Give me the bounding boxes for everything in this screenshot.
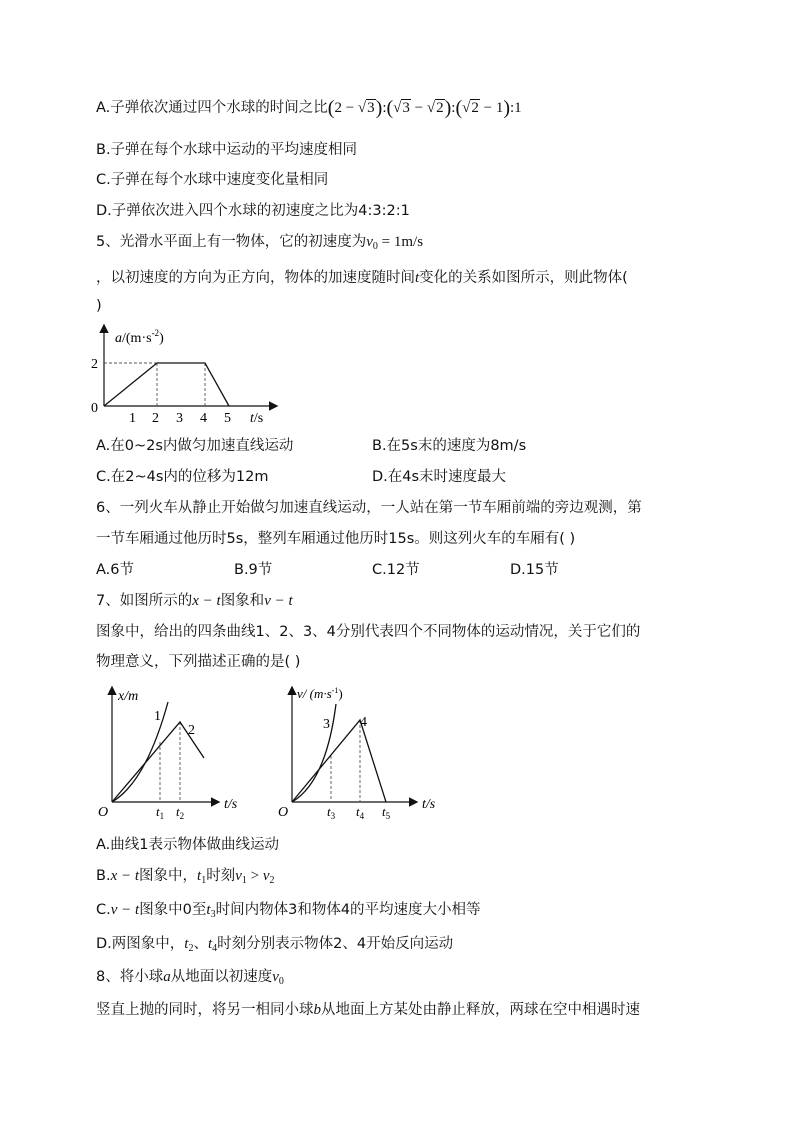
q7-d-prefix: D.两图象中，: [96, 936, 185, 952]
v0-symbol: v: [272, 969, 279, 985]
q5-stem-text: ，以初速度的方向为正方向，物体的加速度随时间: [96, 270, 415, 286]
v1-subscript: 1: [241, 875, 247, 886]
t4-subscript: 4: [212, 943, 218, 954]
t1-sub: 1: [159, 811, 165, 821]
t5-var: t: [382, 804, 386, 819]
xlabel-var: t: [250, 411, 254, 426]
t1-symbol: t: [197, 868, 202, 884]
q7-stem-line-1: [96, 591, 293, 611]
ylabel-unit: /(m·s: [122, 331, 152, 346]
q7-b-prefix: B.: [96, 868, 111, 884]
t3-subscript: 3: [210, 909, 216, 920]
x-tick-3: 3: [176, 411, 183, 426]
formula-minus: −: [410, 100, 427, 116]
q7-stem-text: 7、如图所示的: [96, 593, 193, 609]
x-tick-1: 1: [129, 411, 136, 426]
formula-radicand: 2: [436, 100, 444, 116]
q5-option-b: B.在5s末的速度为8m/s: [372, 438, 527, 454]
ylabel-a: v/ (m·s: [297, 686, 332, 701]
t2-subscript: 2: [188, 943, 194, 954]
v0-symbol: v: [366, 234, 373, 250]
q6-option-a: A.6节: [96, 562, 134, 578]
q6-option-d: D.15节: [510, 562, 559, 578]
x-tick-2: 2: [152, 411, 159, 426]
q6-option-b: B.9节: [234, 562, 273, 578]
separator: 、: [193, 936, 208, 952]
v2-symbol: v: [262, 868, 270, 884]
v0-subscript: 0: [372, 241, 378, 252]
q7-vt-graph: [276, 682, 456, 822]
x-tick-labels: [129, 411, 231, 426]
ylabel-close: ): [159, 331, 164, 346]
t3-symbol: t: [206, 902, 211, 918]
acceleration-curve: [104, 363, 229, 406]
ylabel-exp: -1: [331, 686, 339, 695]
t5-label: [382, 804, 391, 821]
q7-stem-line-3: 物理意义，下列描述正确的是( ): [96, 654, 301, 670]
t4-sub: 4: [359, 811, 365, 821]
q4-option-d: D.子弹依次进入四个水球的初速度之比为4:3:2:1: [96, 203, 410, 219]
y-axis-label: [297, 686, 343, 701]
y-axis-label: x/m: [118, 689, 139, 704]
x-axis-label: t/s: [224, 797, 238, 812]
t4-symbol: t: [207, 936, 213, 952]
x-tick-4: 4: [200, 411, 207, 426]
q5-stem-line-3: ): [96, 298, 102, 314]
q6-stem-line-2: 一节车厢通过他历时5s，整列车厢通过他历时15s。则这列火车的车厢有( ): [96, 531, 576, 547]
vt-symbol: v − t: [110, 902, 140, 918]
formula-radicand: 3: [402, 100, 410, 116]
ball-a-symbol: a: [163, 969, 171, 985]
v0-subscript: 0: [278, 976, 284, 987]
formula-radicand: 2: [471, 100, 479, 116]
t2-symbol: t: [184, 936, 189, 952]
q6-stem-line-1: 6、一列火车从静止开始做匀加速直线运动，一人站在第一节车厢前端的旁边观测，第: [96, 500, 642, 516]
t1-subscript: 1: [201, 875, 207, 886]
q7-c-prefix: C.: [96, 902, 111, 918]
q7-option-d: [96, 934, 453, 959]
t3-label: [327, 804, 336, 821]
q8-stem-line-1: [96, 967, 284, 992]
q8-stem-text: 8、将小球: [96, 969, 164, 985]
t2-sub: 2: [179, 811, 185, 821]
q4-option-c: C.子弹在每个水球中速度变化量相同: [96, 172, 329, 188]
q7-b-text: 时刻: [206, 868, 236, 884]
ylabel-exp: -2: [151, 328, 160, 338]
q7-stem-line-2: 图象中，给出的四条曲线1、2、3、4分别代表四个不同物体的运动情况，关于它们的: [96, 624, 641, 640]
t3-sub: 3: [330, 811, 336, 821]
q5-stem-line-2: [96, 268, 628, 288]
q8-stem-text: 从地面以初速度: [170, 969, 273, 985]
formula-colon: :: [510, 100, 515, 116]
xt-symbol: x − t: [192, 593, 221, 609]
t4-var: t: [356, 804, 360, 819]
v0-value: = 1m/s: [377, 234, 424, 250]
v1-symbol: v: [235, 868, 242, 884]
origin-label: 0: [91, 401, 98, 416]
q7-xt-graph: [96, 682, 256, 822]
ylabel-var: a: [115, 331, 122, 346]
curve-3-label: 3: [323, 717, 330, 732]
formula-term: 1: [514, 100, 522, 116]
q4-option-a: [96, 98, 522, 118]
q5-acceleration-graph: [88, 322, 288, 426]
t3-var: t: [327, 804, 331, 819]
q7-option-c: [96, 900, 481, 925]
q5-option-a: A.在0~2s内做匀加速直线运动: [96, 438, 294, 454]
formula-term: 2 −: [334, 100, 358, 116]
t-symbol: t: [415, 270, 420, 286]
ball-b-symbol: b: [313, 1002, 321, 1018]
q7-d-text: 时刻分别表示物体2、4开始反向运动: [217, 936, 454, 952]
formula-radicand: 3: [367, 100, 375, 116]
q7-c-text: 图象中0至: [139, 902, 207, 918]
t4-label: [356, 804, 365, 821]
xlabel-unit: /s: [253, 411, 264, 426]
formula-colon: :: [451, 100, 456, 116]
t5-sub: 5: [385, 811, 391, 821]
formula-colon: :: [382, 100, 387, 116]
curve-4-label: 4: [360, 715, 367, 730]
greater-than: >: [246, 868, 263, 884]
q4-option-b: B.子弹在每个水球中运动的平均速度相同: [96, 142, 358, 158]
q7-b-text: 图象中，: [139, 868, 198, 884]
q6-option-c: C.12节: [372, 562, 420, 578]
t1-label: [156, 804, 164, 821]
q5-option-d: D.在4s末时速度最大: [372, 469, 507, 485]
t2-label: [176, 804, 184, 821]
t1-var: t: [156, 804, 160, 819]
q8-stem-text: 从地面上方某处由静止释放，两球在空中相遇时速: [321, 1002, 640, 1018]
q5-stem-line-1: [96, 232, 423, 257]
q8-stem-text: 竖直上抛的同时，将另一相同小球: [96, 1002, 314, 1018]
formula-minus: −: [479, 100, 496, 116]
origin-label: O: [278, 805, 289, 820]
y-tick-2: 2: [91, 357, 98, 372]
formula-term: 1: [495, 100, 504, 116]
x-tick-5: 5: [224, 411, 231, 426]
curve-2-label: 2: [188, 723, 195, 738]
q4-option-a-formula: (2 − √3):(√3 − √2):(√2 − 1):1: [327, 97, 522, 119]
vt-symbol: v − t: [264, 593, 293, 609]
v2-subscript: 2: [269, 875, 275, 886]
x-axis-label: [250, 411, 263, 426]
q5-option-c: C.在2~4s内的位移为12m: [96, 469, 269, 485]
q7-stem-text: 图象和: [220, 593, 265, 609]
q8-stem-line-2: [96, 1000, 640, 1020]
x-axis-label: t/s: [422, 797, 436, 812]
q4-option-a-text: A.子弹依次通过四个水球的时间之比: [96, 100, 328, 116]
q7-c-text: 时间内物体3和物体4的平均速度大小相等: [215, 902, 481, 918]
curve-1-label: 1: [154, 709, 161, 724]
q5-stem-text: 5、光滑水平面上有一物体，它的初速度为: [96, 234, 367, 250]
origin-label: O: [98, 805, 109, 820]
t2-var: t: [176, 804, 180, 819]
y-axis-label: [115, 328, 164, 346]
q7-option-a: A.曲线1表示物体做曲线运动: [96, 837, 279, 853]
xt-symbol: x − t: [110, 868, 140, 884]
q5-stem-text: 变化的关系如图所示，则此物体(: [419, 270, 628, 286]
q7-option-b: [96, 866, 275, 891]
ylabel-b: ): [338, 686, 343, 701]
